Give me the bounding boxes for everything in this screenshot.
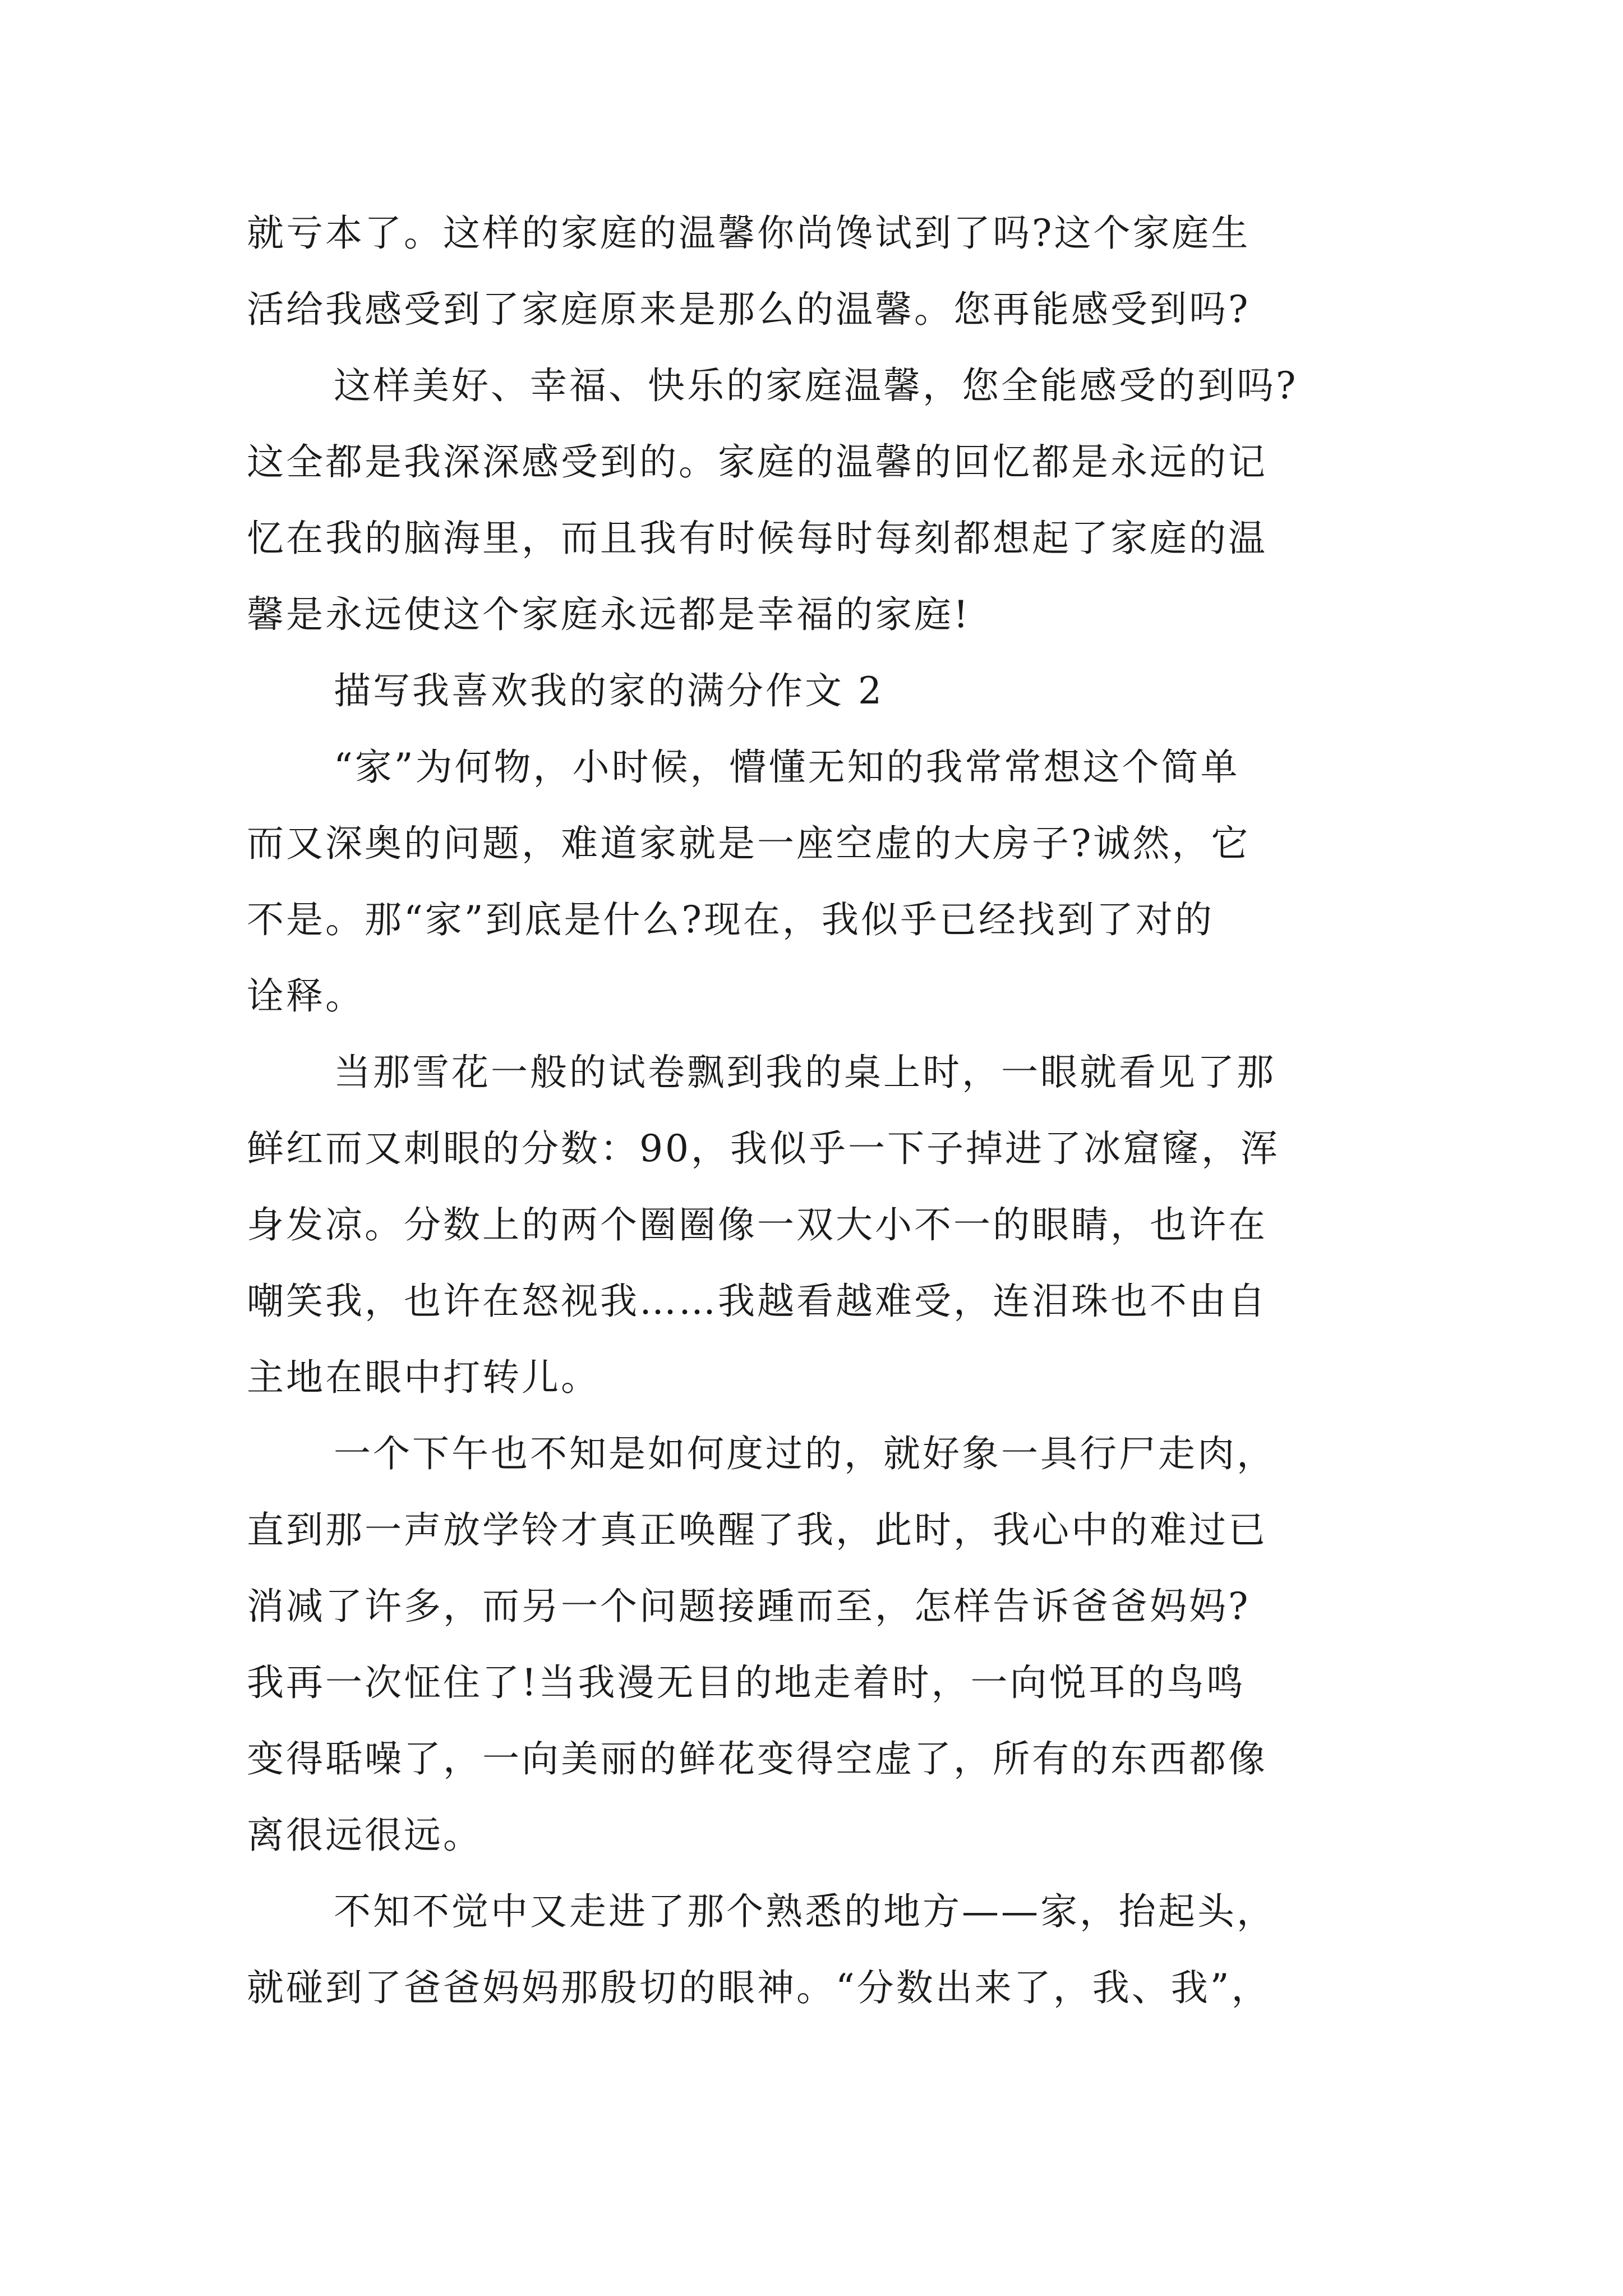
text-line: 鲜红而又刺眼的分数：90，我似乎一下子掉进了冰窟窿，浑: [247, 1127, 1280, 1170]
text-line: 我再一次怔住了!当我漫无目的地走着时，一向悦耳的鸟鸣: [247, 1661, 1246, 1704]
text-line: 这全都是我深深感受到的。家庭的温馨的回忆都是永远的记: [247, 440, 1267, 484]
text-line: 就碰到了爸爸妈妈那殷切的眼神。“分数出来了，我、我”，: [247, 1966, 1271, 2009]
essay-text: [247, 195, 1374, 2026]
text-line: 消减了许多，而另一个问题接踵而至，怎样告诉爸爸妈妈?: [247, 1585, 1251, 1628]
text-line: 活给我感受到了家庭原来是那么的温馨。您再能感受到吗?: [247, 288, 1251, 331]
paragraph-start-line: 当那雪花一般的试卷飘到我的桌上时，一眼就看见了那: [334, 1051, 1276, 1094]
text-line: 直到那一声放学铃才真正唤醒了我，此时，我心中的难过已: [247, 1508, 1267, 1552]
text-line: 不是。那“家”到底是什么?现在，我似乎已经找到了对的: [247, 898, 1214, 941]
text-line: 变得聒噪了，一向美丽的鲜花变得空虚了，所有的东西都像: [247, 1737, 1267, 1780]
paragraph-start-line: “家”为何物，小时候，懵懂无知的我常常想这个简单: [334, 746, 1240, 789]
essay-heading: 描写我喜欢我的家的满分作文 2: [334, 669, 884, 712]
text-line: 就亏本了。这样的家庭的温馨你尚馋试到了吗?这个家庭生: [247, 211, 1251, 255]
paragraph-start-line: 这样美好、幸福、快乐的家庭温馨，您全能感受的到吗?: [334, 364, 1298, 407]
text-line: 离很远很远。: [247, 1814, 482, 1857]
text-line: 馨是永远使这个家庭永远都是幸福的家庭!: [247, 593, 971, 636]
text-line: 诠释。: [247, 974, 365, 1018]
paragraph-start-line: 不知不觉中又走进了那个熟悉的地方——家，抬起头，: [334, 1890, 1276, 1933]
paragraph-start-line: 一个下午也不知是如何度过的，就好象一具行尸走肉，: [334, 1432, 1276, 1475]
text-line: 身发凉。分数上的两个圈圈像一双大小不一的眼睛，也许在: [247, 1203, 1267, 1246]
text-line: 主地在眼中打转儿。: [247, 1356, 600, 1399]
text-line: 嘲笑我，也许在怒视我……我越看越难受，连泪珠也不由自: [247, 1280, 1267, 1323]
text-line: 而又深奥的问题，难道家就是一座空虚的大房子?诚然，它: [247, 822, 1251, 865]
text-line: 忆在我的脑海里，而且我有时候每时每刻都想起了家庭的温: [247, 517, 1267, 560]
